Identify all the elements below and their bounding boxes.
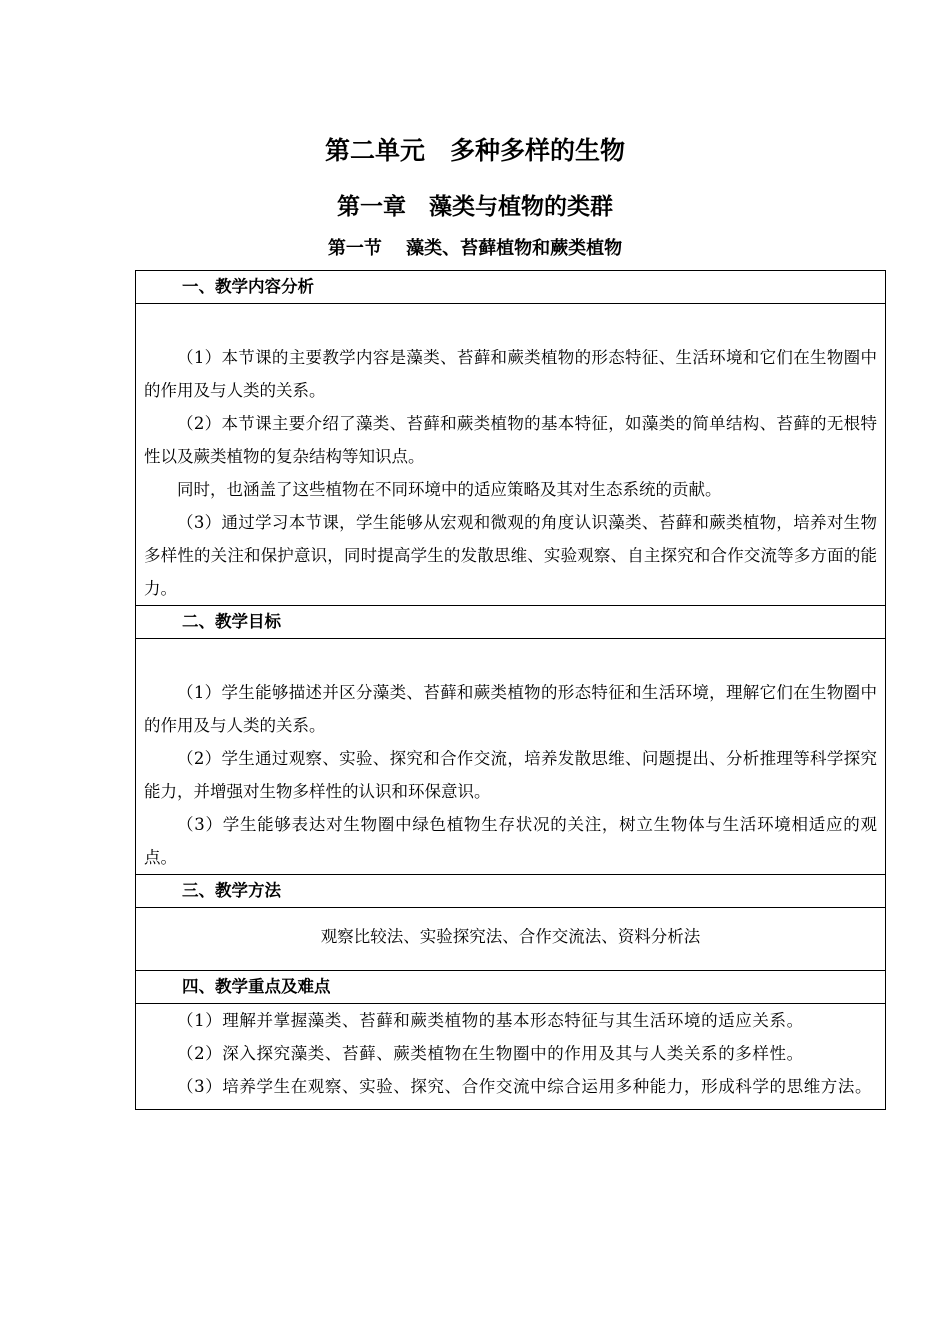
content-analysis-body bbox=[136, 304, 886, 606]
chapter-title: 第一章 藻类与植物的类群 bbox=[337, 193, 613, 220]
section-body-row bbox=[136, 908, 886, 971]
paragraph: （1）本节课的主要教学内容是藻类、苔藓和蕨类植物的形态特征、生活环境和它们在生物圈中的作用及与人类的关系。 bbox=[144, 348, 877, 400]
paragraph: （2）学生通过观察、实验、探究和合作交流，培养发散思维、问题提出、分析推理等科学探究能力，并增强对生物多样性的认识和环保意识。 bbox=[144, 749, 877, 801]
objectives-body bbox=[136, 639, 886, 875]
section-heading-keypoints: 四、教学重点及难点 bbox=[136, 971, 886, 1004]
section-heading-methods: 三、教学方法 bbox=[136, 875, 886, 908]
section-body-row bbox=[136, 639, 886, 875]
unit-title: 第二单元 多种多样的生物 bbox=[324, 136, 625, 165]
paragraph: （1）理解并掌握藻类、苔藓和蕨类植物的基本形态特征与其生活环境的适应关系。 bbox=[177, 1011, 804, 1030]
keypoints-body bbox=[136, 1004, 886, 1110]
paragraph: （3）学生能够表达对生物圈中绿色植物生存状况的关注，树立生物体与生活环境相适应的观点。 bbox=[144, 815, 877, 867]
paragraph: （3）通过学习本节课，学生能够从宏观和微观的角度认识藻类、苔藓和蕨类植物，培养对生物多样性的关注和保护意识，同时提高学生的发散思维、实验观察、自主探究和合作交流等多方面的能力。 bbox=[144, 513, 877, 598]
section-header-row bbox=[136, 271, 886, 304]
paragraph: 同时，也涵盖了这些植物在不同环境中的适应策略及其对生态系统的贡献。 bbox=[177, 480, 722, 499]
paragraph: （3）培养学生在观察、实验、探究、合作交流中综合运用多种能力，形成科学的思维方法。 bbox=[177, 1077, 873, 1096]
paragraph: （1）学生能够描述并区分藻类、苔藓和蕨类植物的形态特征和生活环境，理解它们在生物圈中的作用及与人类的关系。 bbox=[144, 683, 877, 735]
methods-body: 观察比较法、实验探究法、合作交流法、资料分析法 bbox=[136, 908, 886, 971]
paragraph: （2）深入探究藻类、苔藓、蕨类植物在生物圈中的作用及其与人类关系的多样性。 bbox=[177, 1044, 804, 1063]
section-header-row bbox=[136, 875, 886, 908]
section-title: 第一节 藻类、苔藓植物和蕨类植物 bbox=[327, 238, 623, 259]
section-body-row bbox=[136, 1004, 886, 1110]
section-header-row bbox=[136, 606, 886, 639]
section-heading-objectives: 二、教学目标 bbox=[136, 606, 886, 639]
section-body-row bbox=[136, 304, 886, 606]
section-header-row bbox=[136, 971, 886, 1004]
lesson-plan-table bbox=[135, 270, 886, 1110]
section-heading-content-analysis: 一、教学内容分析 bbox=[136, 271, 886, 304]
paragraph: （2）本节课主要介绍了藻类、苔藓和蕨类植物的基本特征，如藻类的简单结构、苔藓的无根特性以及蕨类植物的复杂结构等知识点。 bbox=[144, 414, 877, 466]
